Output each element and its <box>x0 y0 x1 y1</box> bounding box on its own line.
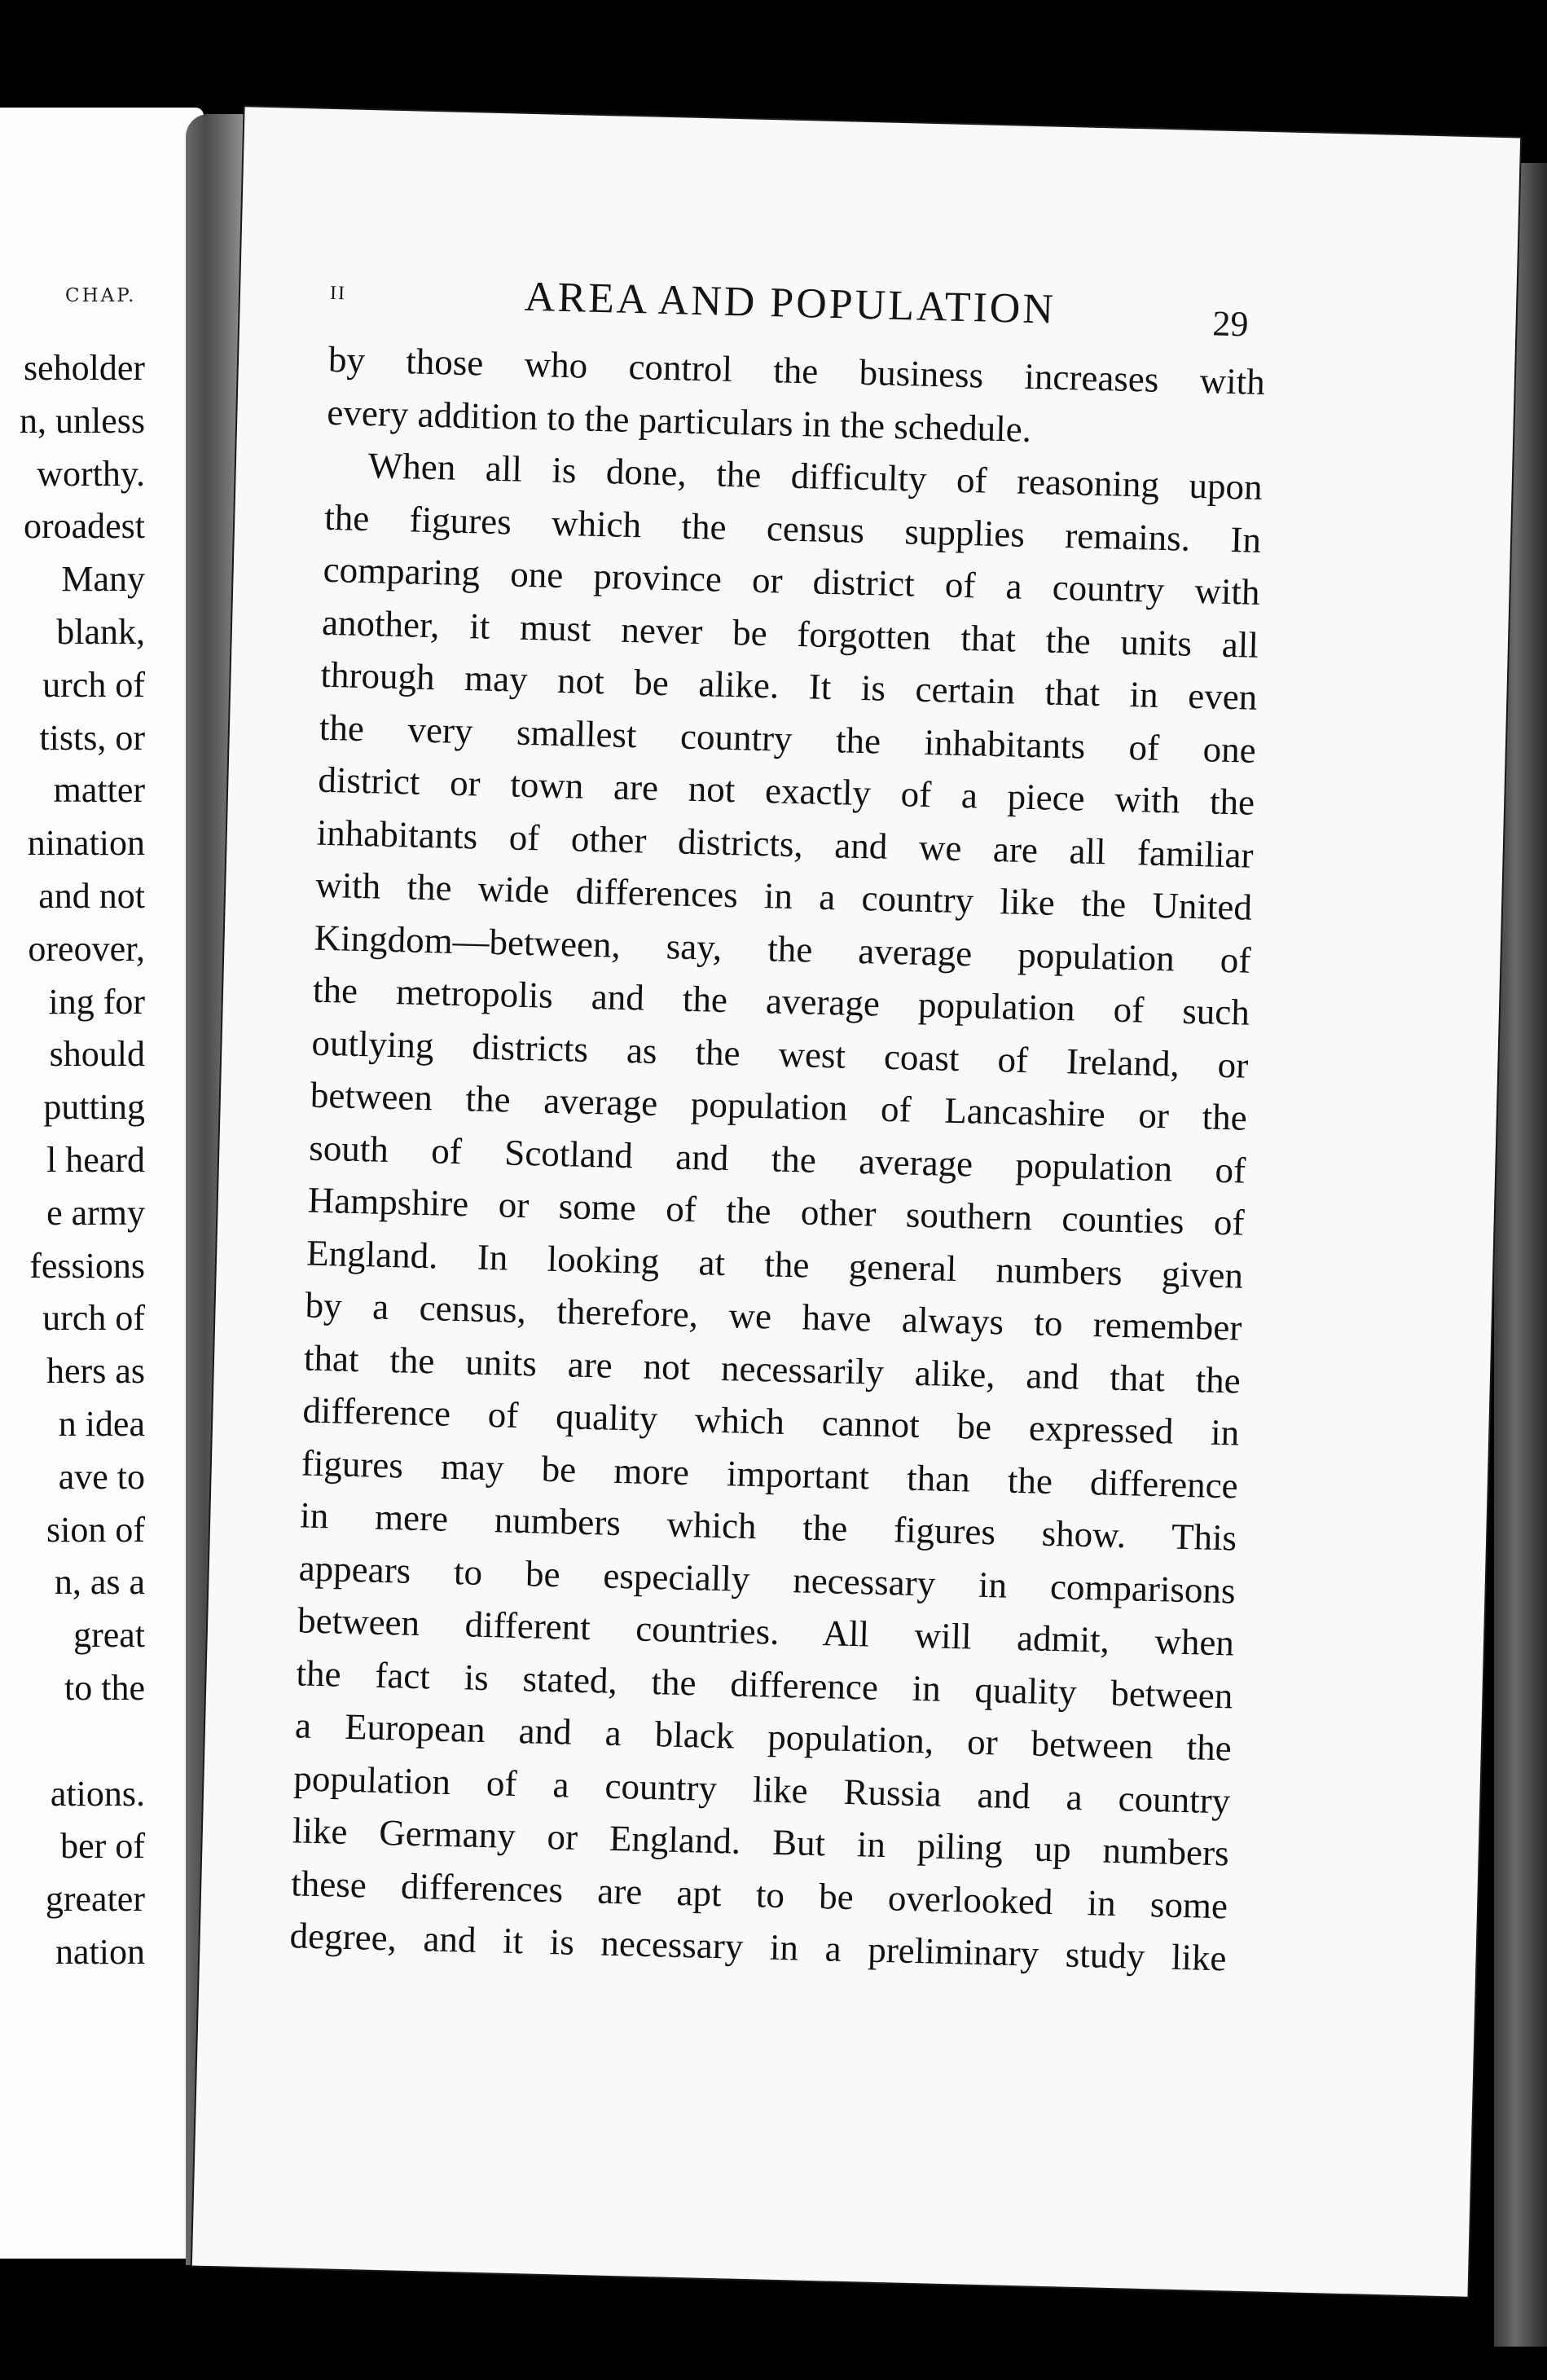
left-page-line: to the <box>64 1667 145 1708</box>
left-page-line: greater <box>45 1879 145 1920</box>
body-text <box>289 333 1266 1985</box>
text-line: by a census, therefore, we have always to remember <box>305 1284 1242 1348</box>
text-line: Hampshire or some of the other southern counties of <box>307 1179 1246 1243</box>
left-page-line: e army <box>46 1192 145 1233</box>
text-line: between the average population of Lancashire or the <box>310 1074 1248 1138</box>
left-page-line: hers as <box>46 1351 145 1392</box>
left-page-line: n idea <box>58 1403 145 1444</box>
left-page-line: tists, or <box>39 717 145 758</box>
left-page-line: n, unless <box>20 400 145 441</box>
current-page <box>192 107 1520 2296</box>
text-line: difference of quality which cannot be expressed in <box>301 1389 1240 1454</box>
left-page-line: should <box>49 1034 145 1075</box>
left-page-line: ing for <box>48 981 145 1022</box>
text-line: When all is done, the difficulty of reasoning upon <box>367 445 1264 508</box>
text-line: the fact is stated, the difference in quality between <box>296 1652 1233 1716</box>
previous-page-fragment <box>0 108 204 2259</box>
page-content <box>275 109 1266 2250</box>
left-page-text-column <box>0 342 145 1979</box>
text-line: south of Scotland and the average population of <box>308 1127 1246 1191</box>
text-line: that the units are not necessarily alike, and that the <box>303 1337 1242 1401</box>
text-line: every addition to the particulars in the schedule. <box>326 391 1032 450</box>
left-page-line: ave to <box>58 1456 145 1497</box>
left-page-line: sion of <box>46 1509 145 1550</box>
text-line: degree, and it is necessary in a preliminary study like <box>289 1915 1228 1979</box>
page-number: 29 <box>1211 303 1250 345</box>
left-page-line: great <box>73 1615 145 1656</box>
text-line: population of a country like Russia and a country <box>292 1757 1231 1821</box>
left-page-line: and not <box>38 875 145 916</box>
text-line: appears to be especially necessary in comparisons <box>298 1546 1237 1612</box>
left-page-line: worthy. <box>37 453 145 494</box>
text-line: the metropolis and the average population of such <box>312 969 1250 1033</box>
page-title: AREA AND POPULATION <box>524 273 1057 333</box>
left-page-line: l heard <box>46 1139 145 1180</box>
left-page-line: n, as a <box>54 1562 145 1603</box>
left-page-line: matter <box>53 770 145 811</box>
left-page-line: oreover, <box>28 928 145 969</box>
text-line: inhabitants of other districts, and we are all familiar <box>316 812 1255 876</box>
left-page-line: ations. <box>50 1773 145 1814</box>
text-line: England. In looking at the general numbers given <box>305 1232 1244 1296</box>
text-line: with the wide differences in a country like the United <box>314 864 1253 928</box>
text-line: like Germany or England. But in piling up numbers <box>292 1810 1230 1874</box>
text-line: district or town are not exactly of a piece with the <box>317 759 1255 823</box>
text-line: Kingdom—between, say, the average population of <box>314 917 1252 981</box>
left-page-line: seholder <box>23 348 145 388</box>
text-line: by those who control the business increases with <box>327 338 1266 403</box>
text-line: outlying districts as the west coast of Ireland, or <box>310 1022 1249 1086</box>
left-page-line: blank, <box>56 611 145 652</box>
text-line: a European and a black population, or between the <box>294 1705 1233 1769</box>
text-line: between different countries. All will admit, when <box>297 1599 1235 1664</box>
text-line: another, it must never be forgotten that the units all <box>321 601 1259 666</box>
text-line: the figures which the census supplies remains. In <box>323 496 1262 561</box>
left-page-line: oroadest <box>23 506 145 547</box>
left-page-line: nation <box>55 1931 145 1972</box>
left-page-line <box>0 1715 145 1768</box>
text-line: comparing one province or district of a country with <box>323 548 1261 613</box>
text-line: figures may be more important than the difference <box>301 1441 1239 1507</box>
text-line: in mere numbers which the figures show. This <box>299 1494 1237 1559</box>
text-line: the very smallest country the inhabitants of one <box>319 706 1257 771</box>
left-page-line: Many <box>61 559 145 600</box>
text-line: these differences are apt to be overlooked in some <box>290 1862 1228 1926</box>
left-page-line: urch of <box>42 1298 145 1339</box>
left-page-line: nination <box>27 823 145 864</box>
left-page-line: putting <box>43 1087 145 1128</box>
left-page-line: urch of <box>42 664 145 705</box>
left-page-line: fessions <box>29 1245 145 1286</box>
left-page-line: ber of <box>60 1826 145 1867</box>
text-line: through may not be alike. It is certain that in even <box>320 653 1258 718</box>
left-page-running-header: CHAP. <box>65 285 137 306</box>
chapter-numeral: II <box>329 282 347 305</box>
